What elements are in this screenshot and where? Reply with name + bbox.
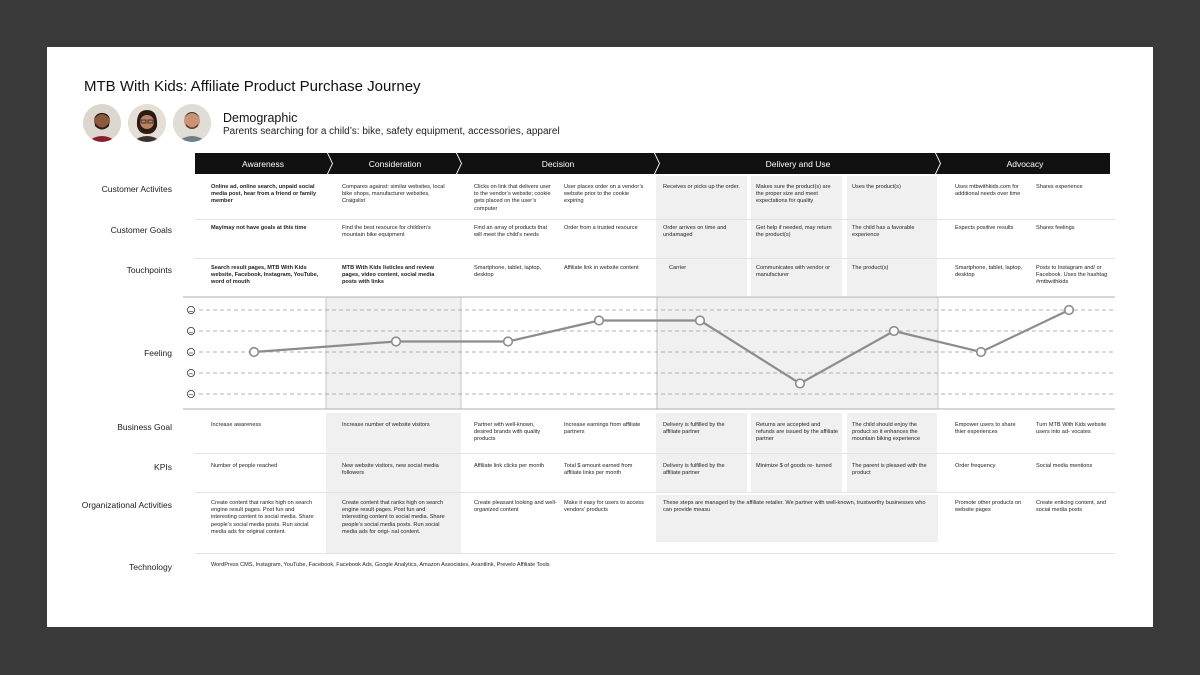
touchpoint-cell: MTB With Kids listicles and review pages, video content, social media posts with links	[342, 265, 435, 286]
kpi-cell: Minimize $ of goods re- turned	[756, 463, 832, 469]
activity-cell: Clicks on link that delivers user to the vendor’s website; cookie gets placed on the user’s computer	[474, 184, 551, 212]
org-activity-cell: These steps are managed by the affiliate retailer. We partner with well-known, trustworthy businesses who can provide measu	[663, 500, 926, 514]
technology-text: WordPress CMS, Instagram, YouTube, Facebook, Facebook Ads, Google Analytics, Amazon Associates, Avantlink, Prevelo Affiliate Tools	[211, 562, 550, 568]
goal-cell: Find the best resource for children’s mountain bike equipment	[342, 225, 431, 239]
feeling-point	[696, 316, 705, 325]
stage-label-advocacy: Advocacy	[1006, 159, 1044, 169]
kpi-cell: Delivery is fulfilled by the affiliate partner	[663, 463, 725, 477]
org-activity-cell: Create pleasant looking and well-organized content	[474, 500, 557, 514]
row-divider	[195, 553, 1115, 554]
goal-cell: Get help if needed, may return the product(s)	[756, 225, 832, 239]
feeling-line	[254, 310, 1069, 384]
activity-cell: Uses mtbwithkids.com for additional needs over time	[955, 184, 1021, 198]
kpi-cell: Order frequency	[955, 463, 996, 469]
feeling-point	[250, 348, 259, 357]
stage-label-delivery: Delivery and Use	[765, 159, 831, 169]
touchpoint-cell: Carrier	[669, 265, 687, 271]
touchpoint-cell: Smartphone, tablet, laptop, desktop	[955, 265, 1023, 279]
business-goal-cell: Returns are accepted and refunds are issued by the affiliate partner	[756, 422, 838, 443]
business-goal-cell: Increase number of website visitors	[342, 422, 430, 428]
business-goal-cell: Partner with well-known, desired brands with quality products	[474, 422, 541, 443]
stage-label-decision: Decision	[541, 159, 575, 169]
touchpoint-cell: Communicates with vendor or manufacturer	[756, 265, 830, 279]
row-label-activities: Customer Activites	[101, 184, 172, 194]
row-label-touchpoints: Touchpoints	[126, 265, 172, 275]
feeling-point	[504, 337, 513, 346]
goal-cell: Shares feelings	[1036, 225, 1075, 231]
avatar-3	[173, 104, 211, 142]
activity-cell: Receives or picks up the order.	[663, 184, 740, 190]
feeling-point	[392, 337, 401, 346]
feeling-point	[595, 316, 604, 325]
kpi-cell: Social media mentions	[1036, 463, 1093, 469]
activity-cell: Shares experience	[1036, 184, 1083, 190]
activity-cell: Uses the product(s)	[852, 184, 901, 190]
kpi-cell: Number of people reached	[211, 463, 278, 469]
touchpoint-cell: Search result pages, MTB With Kids website, Facebook, Instagram, YouTube, word of mouth	[211, 265, 319, 286]
touchpoint-cell: Smartphone, tablet, laptop, desktop	[474, 265, 542, 279]
row-divider	[195, 492, 1115, 493]
smile-face-icon	[187, 327, 194, 334]
stage-label-awareness: Awareness	[242, 159, 284, 169]
page-title: MTB With Kids: Affiliate Product Purchase Journey	[84, 78, 421, 95]
goal-cell: The child has a favorable experience	[852, 225, 915, 239]
business-goal-cell: Delivery is fulfilled by the affiliate partner	[663, 422, 725, 436]
touchpoint-cell: The product(s)	[852, 265, 889, 271]
demographic-heading: Demographic	[223, 111, 298, 125]
kpi-cell: Affiliate link clicks per month	[474, 463, 545, 469]
kpi-cell: Total $ amount earned from affiliate links per month	[564, 463, 633, 477]
goal-cell: Order from a trusted resource	[564, 225, 638, 231]
avatar-1	[83, 104, 121, 142]
stage-label-consideration: Consideration	[368, 159, 422, 169]
goal-cell: Expects positive results	[955, 225, 1014, 231]
row-label-goals: Customer Goals	[110, 225, 172, 235]
business-goal-cell: Empower users to share thier experiences	[955, 422, 1016, 436]
goal-cell: May/may not have goals at this time	[211, 225, 307, 231]
happy-face-icon	[187, 306, 194, 313]
business-goal-cell: Turn MTB With Kids website users into ad- vocates	[1036, 422, 1107, 436]
business-goal-cell: Increase earnings from affiliate partners	[564, 422, 641, 436]
org-activity-cell: Promote other products on website pages	[955, 500, 1022, 514]
row-label-kpis: KPIs	[154, 462, 172, 472]
feeling-chart	[183, 296, 1115, 410]
activity-cell: Online ad, online search, unpaid social media post, hear from a friend or family member	[211, 184, 317, 205]
neutral-face-icon	[187, 348, 194, 355]
touchpoint-cell: Affiliate link in website content	[564, 265, 639, 271]
feeling-point	[890, 327, 899, 336]
row-divider	[195, 219, 1115, 220]
crying-face-icon	[187, 390, 194, 397]
business-goal-cell: Increase awareness	[211, 422, 262, 428]
demographic-text: Parents searching for a child’s: bike, safety equipment, accessories, apparel	[223, 126, 560, 137]
activity-cell: User places order on a vendor’s website prior to the cookie expiring	[564, 184, 644, 205]
row-divider	[195, 453, 1115, 454]
touchpoint-cell: Posts to Instagram and/ or Facebook. Uses the hashtag #mtbwithkids	[1036, 265, 1108, 286]
goal-cell: Find an array of products that will meet the child’s needs	[474, 225, 548, 239]
avatar-2	[128, 104, 166, 142]
stage-bar	[195, 153, 1110, 174]
row-label-feeling: Feeling	[144, 348, 172, 358]
row-divider	[195, 258, 1115, 259]
org-activity-cell: Create content that ranks high on search engine result pages. Post fun and interesting content to social media. Share people’s social media posts. Run social media ads for origi- nal content.	[342, 500, 445, 535]
row-label-technology: Technology	[128, 562, 172, 572]
row-label-org: Organizational Activities	[81, 500, 172, 510]
activity-cell: Compares against: similar websites, local bike shops, manufacturer websites, Craigslist	[342, 184, 445, 205]
org-activity-cell: Create enticing content, and social media posts	[1036, 500, 1106, 514]
goal-cell: Order arrives on time and undamaged	[663, 225, 727, 239]
row-label-business-goal: Business Goal	[117, 422, 172, 432]
kpi-cell: The parent is pleased with the product	[852, 463, 927, 477]
org-activity-cell: Make it easy for users to access vendors’ products	[564, 500, 644, 514]
feeling-point	[796, 379, 805, 388]
feeling-point	[1065, 306, 1074, 315]
sad-face-icon	[187, 369, 194, 376]
activity-cell: Makes sure the product(s) are the proper size and meet expectations for quality	[756, 184, 831, 205]
feeling-point	[977, 348, 986, 357]
business-goal-cell: The child should enjoy the product so it enhances the mountain biking experience	[852, 422, 921, 443]
kpi-cell: New website visitors, new social media followers	[342, 463, 439, 477]
org-activity-cell: Create content that ranks high on search engine result pages. Post fun and interesting content to social media. Share people’s social media posts. Run social media ads for original content.	[211, 500, 314, 535]
